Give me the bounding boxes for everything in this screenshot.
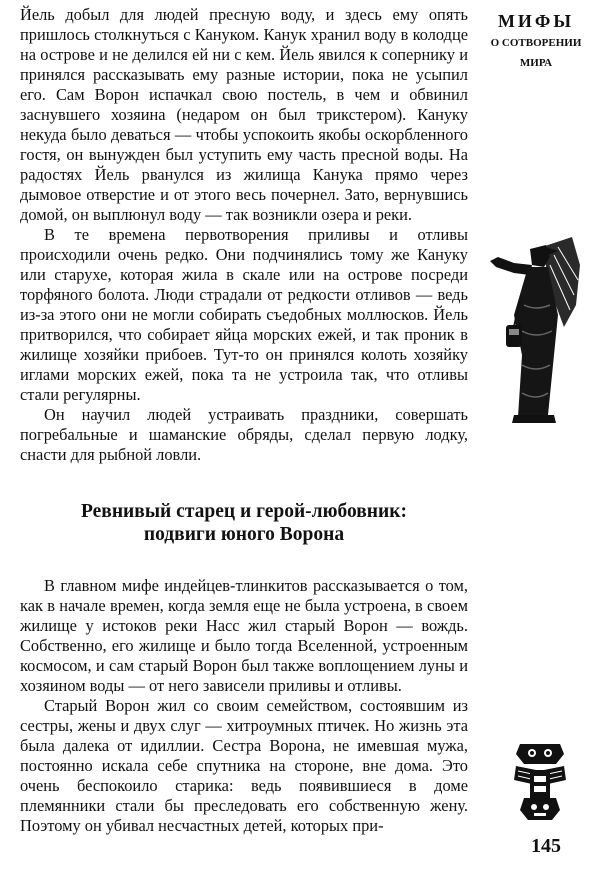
paragraph: Он научил людей устраивать праздники, совершать погребальные и шаманские обряды, сделал первую лодку, снасти для рыбной ловли. [20, 405, 468, 464]
page-number: 145 [531, 835, 561, 857]
paragraph: Старый Ворон жил со своим семейством, состоявшим из сестры, жены и двух слуг — хитроумных птичек. Но жизнь эта была далека от идиллии. Сестра Ворона, не имевшая мужа, постоянно искала себе спутника на стороне, вне дома. Это очень беспокоило старика: ведь появившиеся в доме племянники стали бы преследовать его собственную жену. Поэтому он убивал несчастных детей, которых при- [20, 696, 468, 835]
running-header-subtitle-2: МИРА [519, 57, 553, 69]
paragraph: Йель добыл для людей пресную воду, и здесь ему опять пришлось столкнуться с Кануком. Канук хранил воду в колодце на острове и не делился ей ни с кем. Йель явился к сопернику и принялся рассказывать ему разные истории, пока не усыпил его. Сам Ворон испачкал свою постель, в чем и обвинил заснувшего хозяина (недаром он был трикстером). Кануку некуда было деваться — чтобы успокоить якобы оскорбленного гостя, он вынужден был уступить ему часть пресной воды. На радостях Йель рванулся из жилища Канука прямо через дымовое отверстие и от этого весь почернел. Зато, вернувшись домой, он выплюнул воду — так возникли озера и реки. [20, 5, 468, 224]
totem-ornament-illustration [512, 740, 568, 822]
section-heading-line2: подвиги юного Ворона [143, 524, 345, 545]
running-header-subtitle-1: О СОТВОРЕНИИ [490, 37, 582, 49]
section-heading [20, 500, 468, 546]
raven-figure-illustration [484, 235, 592, 425]
running-header [486, 10, 586, 71]
paragraph: В те времена первотворения приливы и отливы происходили очень редко. Они подчинялись тому же Кануку или старухе, которая жила в скале или на острове посреди торфяного болота. Люди страдали от редкости отливов — ведь из-за этого они не могли собирать съедобных моллюсков. Йель притворился, что собирает яйца морских ежей, и так проник в жилище хозяйки прибоев. Тут-то он принялся колоть хозяйку иглами морских ежей, пока та не устроила так, что отливы стали регулярны. [20, 225, 468, 404]
main-text-column [20, 5, 468, 836]
section-heading-line1: Ревнивый старец и герой-любовник: [80, 501, 408, 522]
running-header-title: МИФЫ [497, 11, 575, 31]
paragraph: В главном мифе индейцев-тлинкитов рассказывается о том, как в начале времен, когда земля еще не была устроена, в своем жилище у истоков реки Насс жил старый Ворон — вождь. Собственно, его жилище и было тогда Вселенной, устроенным космосом, и сам старый Ворон был также воплощением луны и хозяином воды — от него зависели приливы и отливы. [20, 576, 468, 695]
